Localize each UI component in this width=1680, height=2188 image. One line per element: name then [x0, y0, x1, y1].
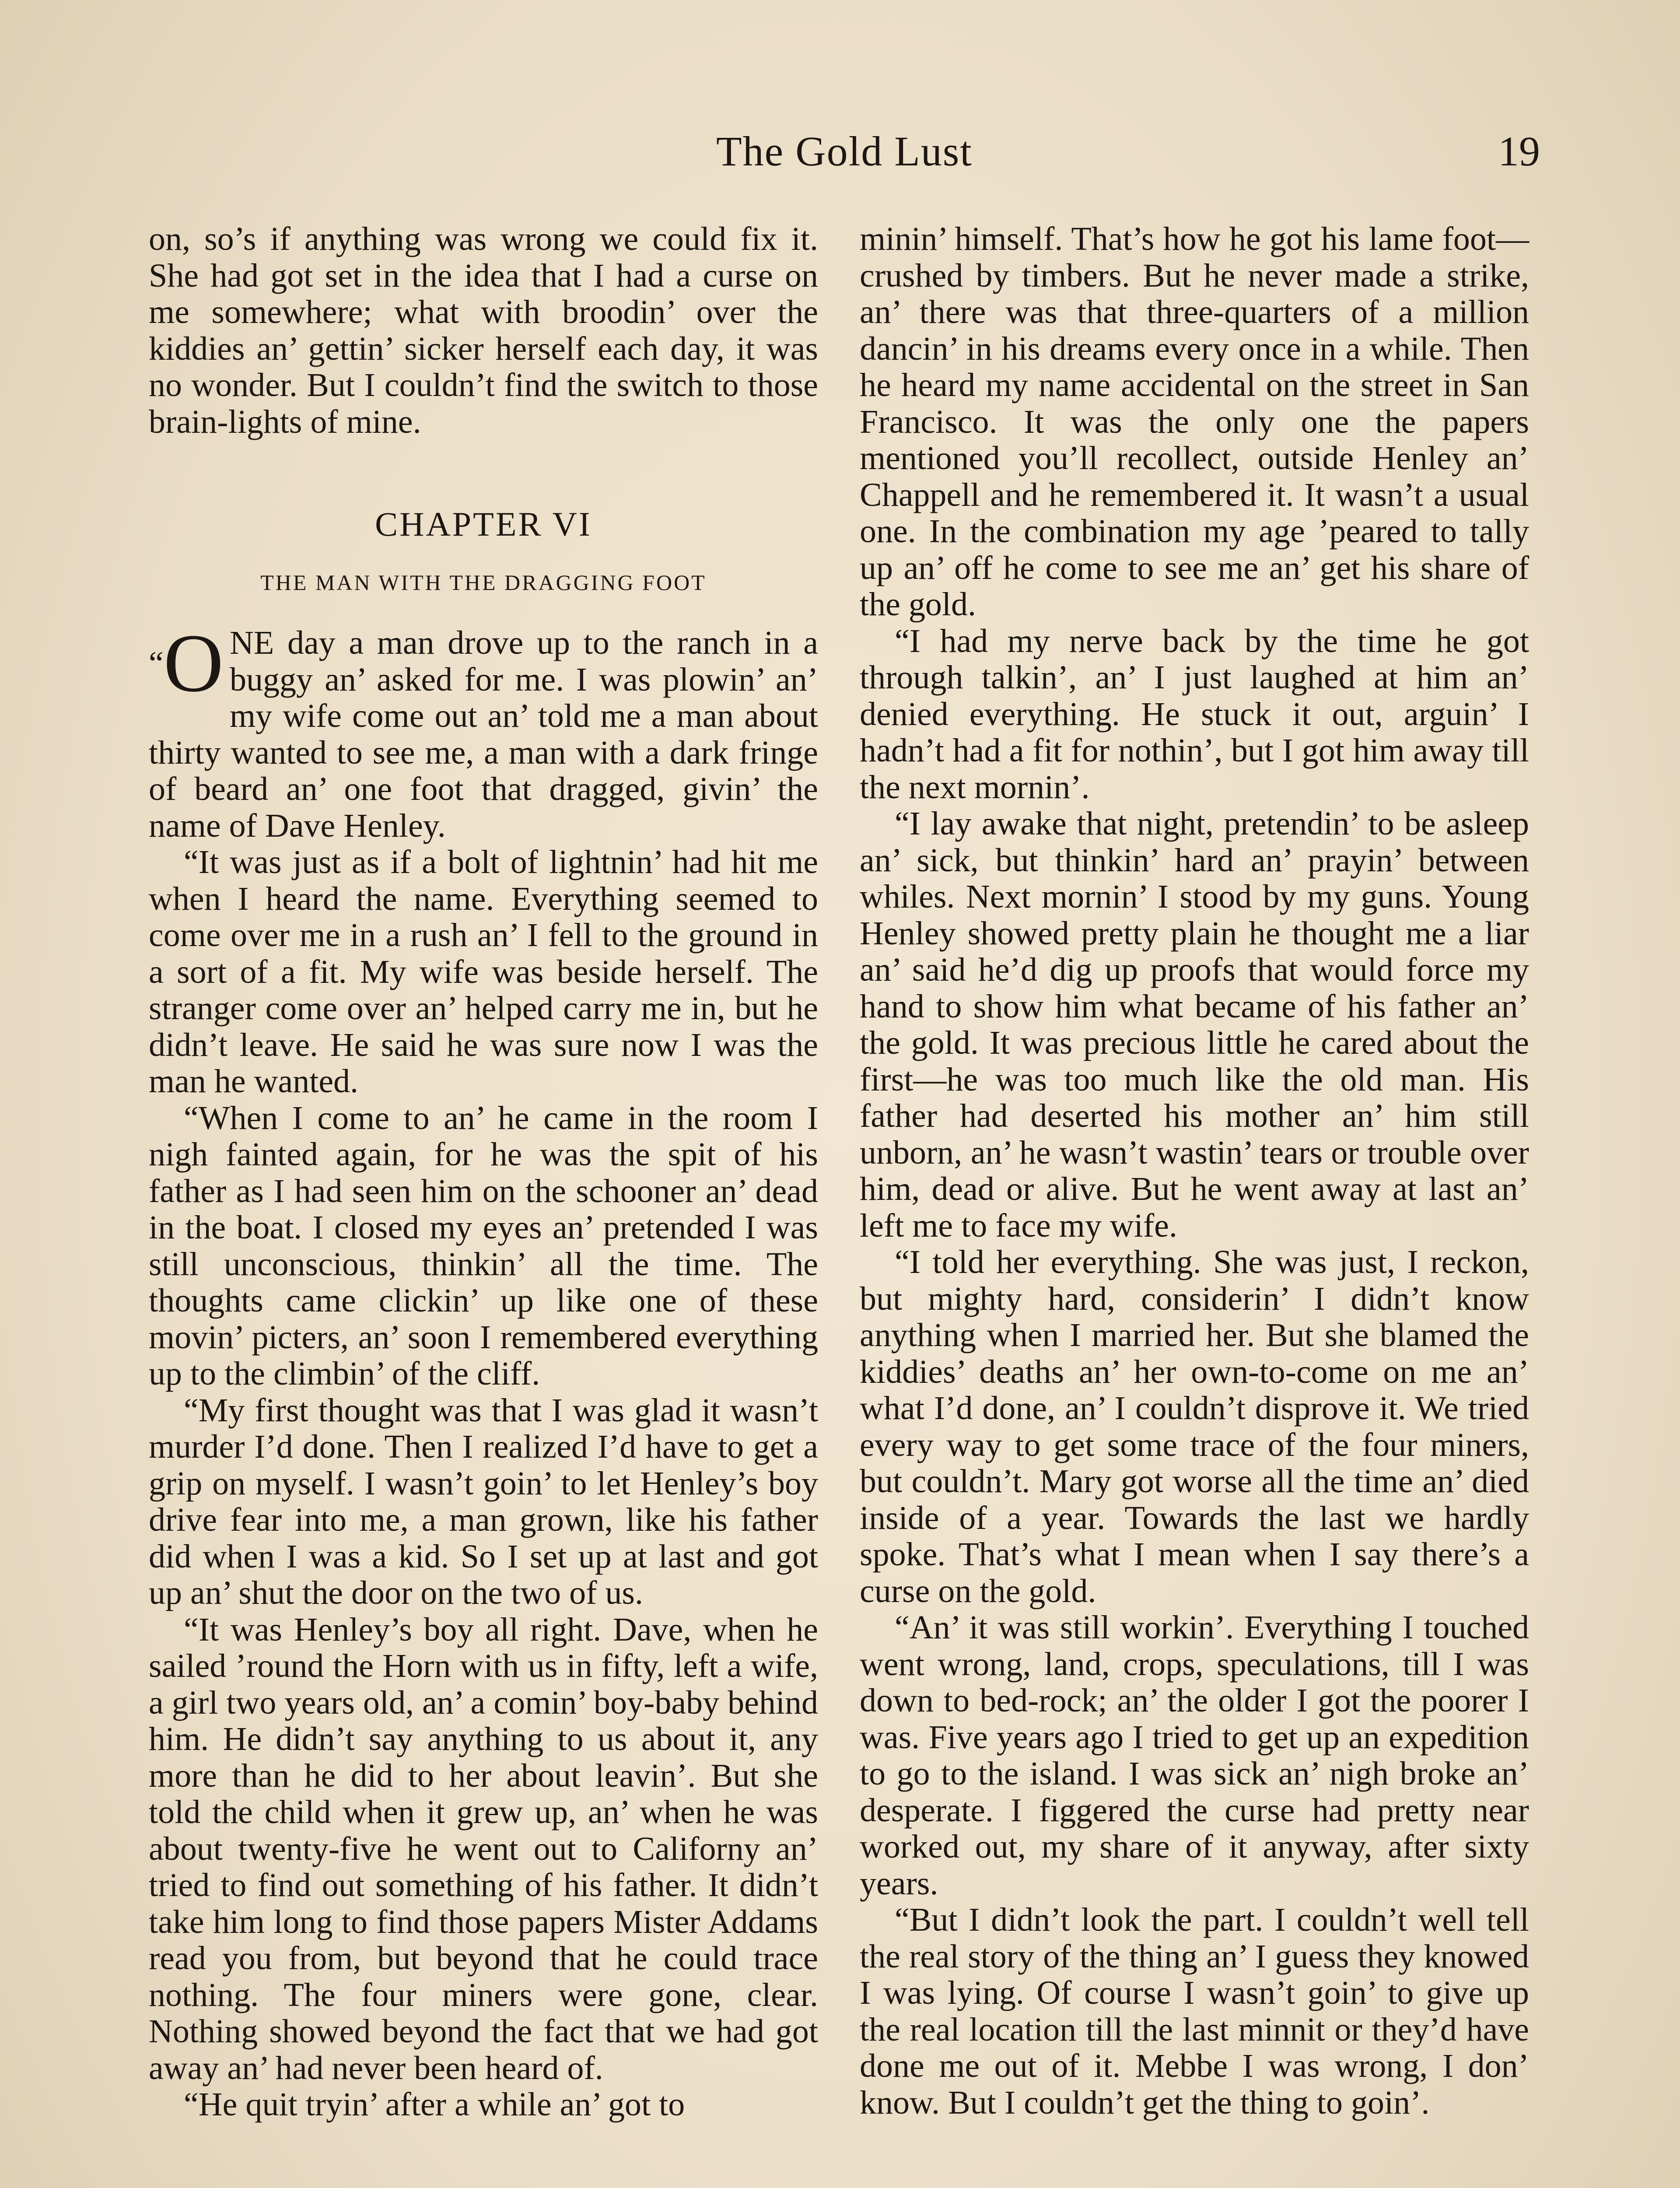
drop-cap-letter: O	[163, 617, 224, 709]
paragraph: “I told her everything. She was just, I reckon, but mighty hard, considerin’ I didn’t know anything when I married her. But she blamed the kiddies’ deaths an’ her own-to-come on me an’ what I’d done, an’ I couldn’t disprove it. We tried every way to get some trace of the four miners, but couldn’t. Mary got worse all the time an’ died inside of a year. Towards the last we hardly spoke. That’s what I mean when I say there’s a curse on the gold.	[860, 1244, 1529, 1609]
running-title: The Gold Lust	[716, 128, 973, 175]
chapter-subtitle: THE MAN WITH THE DRAGGING FOOT	[260, 570, 707, 595]
open-quote: “	[149, 645, 164, 682]
right-column	[860, 221, 1529, 2121]
chapter-opening-paragraph	[149, 617, 818, 844]
paragraph-text: NE day a man drove up to the ranch in a buggy an’ asked for me. I was plowin’ an’ my wife come out an’ told me a man about thirty wanted to see me, a man with a dark fringe of beard an’ one foot that dragged, givin’ the name of Dave Henley.	[149, 624, 818, 844]
paragraph: minin’ himself. That’s how he got his lame foot—crushed by timbers. But he never made a strike, an’ there was that three-quarters of a million dancin’ in his dreams every once in a while. Then he heard my name accidental on the street in San Francisco. It was the only one the papers mentioned you’ll recollect, outside Henley an’ Chappell and he remembered it. It wasn’t a usual one. In the combination my age ’peared to tally up an’ off he come to see me an’ get his share of the gold.	[860, 221, 1529, 623]
paragraph: “My first thought was that I was glad it wasn’t murder I’d done. Then I realized I’d have to get a grip on myself. I wasn’t goin’ to let Henley’s boy drive fear into me, a man grown, like his father did when I was a kid. So I set up at last and got up an’ shut the door on the two of us.	[149, 1392, 818, 1611]
paragraph: “When I come to an’ he came in the room I nigh fainted again, for he was the spit of his father as I had seen him on the schooner an’ dead in the boat. I closed my eyes an’ pretended I was still unconscious, thinkin’ all the time. The thoughts came clickin’ up like one of these movin’ picters, an’ soon I remembered everything up to the climbin’ of the cliff.	[149, 1099, 818, 1392]
page-number: 19	[1498, 128, 1540, 175]
drop-cap	[149, 617, 224, 709]
paragraph: “It was Henley’s boy all right. Dave, when he sailed ’round the Horn with us in fifty, left a wife, a girl two years old, an’ a comin’ boy-baby behind him. He didn’t say anything to us about it, any more than he did to her about leavin’. But she told the child when it grew up, an’ when he was about twenty-five he went out to Californy an’ tried to find out something of his father. It didn’t take him long to find those papers Mister Addams read you from, but beyond that he could trace nothing. The four miners were gone, clear. Nothing showed beyond the fact that we had got away an’ had never been heard of.	[149, 1611, 818, 2086]
chapter-heading: CHAPTER VI	[375, 505, 592, 543]
paragraph: “I lay awake that night, pretendin’ to be asleep an’ sick, but thinkin’ hard an’ prayin’ between whiles. Next mornin’ I stood by my guns. Young Henley showed pretty plain he thought me a liar an’ said he’d dig up proofs that would force my hand to show him what became of his father an’ the gold. It was precious little he cared about the first—he was too much like the old man. His father had deserted his mother an’ him still unborn, an’ he wasn’t wastin’ tears or trouble over him, dead or alive. But he went away at last an’ left me to face my wife.	[860, 805, 1529, 1244]
left-column	[149, 221, 818, 2123]
paragraph: “I had my nerve back by the time he got through talkin’, an’ I just laughed at him an’ denied everything. He stuck it out, arguin’ I hadn’t had a fit for nothin’, but I got him away till the next mornin’.	[860, 622, 1529, 806]
paragraph: on, so’s if anything was wrong we could fix it. She had got set in the idea that I had a curse on me somewhere; what with broodin’ over the kiddies an’ gettin’ sicker herself each day, it was no wonder. But I couldn’t find the switch to those brain-lights of mine.	[149, 221, 818, 440]
paragraph: “But I didn’t look the part. I couldn’t well tell the real story of the thing an’ I guess they knowed I was lying. Of course I wasn’t goin’ to give up the real location till the last minnit or they’d have done me out of it. Mebbe I was wrong, I don’ know. But I couldn’t get the thing to goin’.	[860, 1901, 1529, 2121]
paragraph: “An’ it was still workin’. Everything I touched went wrong, land, crops, speculations, till I was down to bed-rock; an’ the older I got the poorer I was. Five years ago I tried to get up an expedition to go to the island. I was sick an’ nigh broke an’ desperate. I figgered the curse had pretty near worked out, my share of it anyway, after sixty years.	[860, 1609, 1529, 1902]
paragraph: “It was just as if a bolt of lightnin’ had hit me when I heard the name. Everything seemed to come over me in a rush an’ I fell to the ground in a sort of a fit. My wife was beside herself. The stranger come over an’ helped carry me in, but he didn’t leave. He said he was sure now I was the man he wanted.	[149, 844, 818, 1100]
paragraph: “He quit tryin’ after a while an’ got to	[184, 2086, 685, 2123]
running-head	[149, 127, 1540, 188]
